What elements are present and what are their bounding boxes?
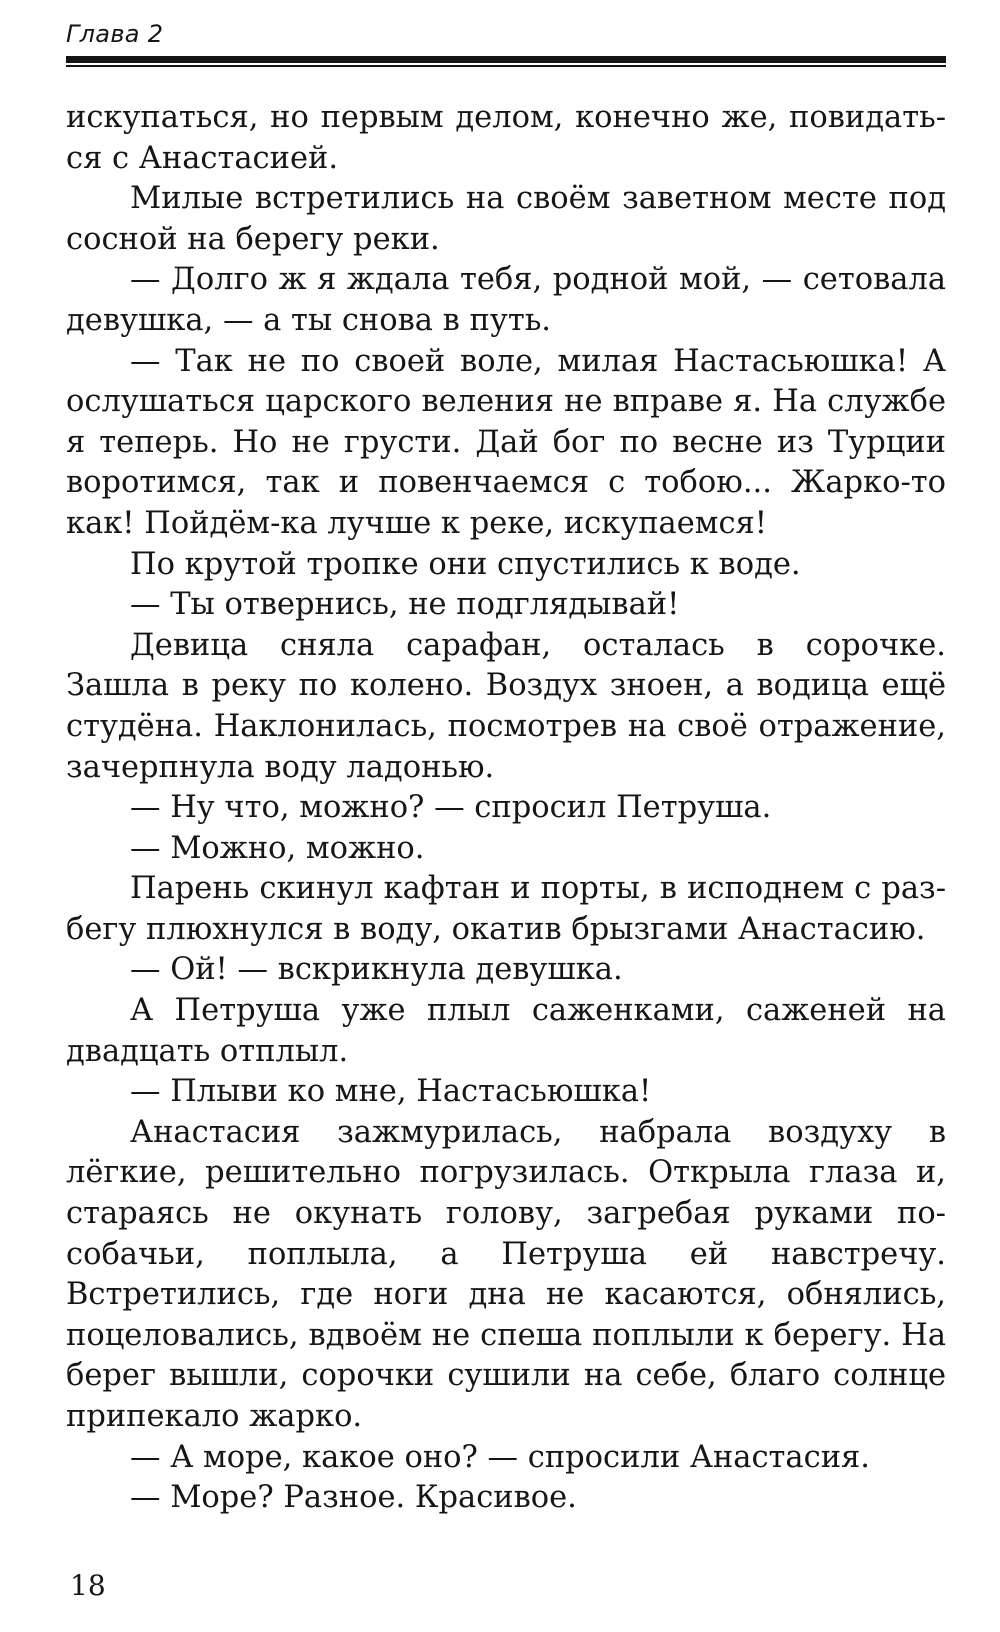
page-number: 18 [70,1569,106,1602]
page-body [66,98,946,1519]
paragraph-13: — Плыви ко мне, Настасьюшка! [130,1074,652,1110]
paragraph-9: — Можно, можно. [130,830,425,866]
paragraph-3: — Долго ж я ждала тебя, родной мой, — сетовала девушка, — а ты снова в путь. [66,262,946,338]
paragraph-10: Парень скинул кафтан и порты, в исподнем с разбегу плюхнулся в воду, окатив брызгами Анастасию. [66,871,946,947]
paragraph-6: — Ты отвернись, не подглядывай! [130,587,680,623]
paragraph-16: — Море? Разное. Красивое. [130,1480,577,1516]
paragraph-1: искупаться, но первым делом, конечно же, повидаться с Анастасией. [66,100,946,176]
paragraph-15: — А море, какое оно? — спросили Анастасия. [130,1439,870,1475]
paragraph-7: Девица сняла сарафан, осталась в сорочке. Зашла в реку по колено. Воздух зноен, а водица ещё студёна. Наклонилась, посмотрев на своё отражение, зачерпнула воду ладонью. [66,627,946,785]
paragraph-5: По крутой тропке они спустились к воде. [130,546,801,582]
paragraph-4: — Так не по своей воле, милая Настасьюшка! А ослушаться царского веления не вправе я. На службе я теперь. Но не грусти. Дай бог по весне из Турции воротимся, так и повенчаемся с тобою... Жарко-то как! Пойдём-ка лучше к реке, искупаемся! [66,343,946,541]
paragraph-14: Анастасия зажмурилась, набрала воздуху в лёгкие, решительно погрузилась. Открыла глаза и, стараясь не окунать голову, загребая руками по-собачьи, поплыла, а Петруша ей навстречу. Встретились, где ноги дна не касаются, обнялись, поцеловались, вдвоём не спеша поплыли к берегу. На берег вышли, сорочки сушили на себе, благо солнце припекало жарко. [66,1114,946,1434]
header-rule-thin [66,65,946,67]
running-header [66,14,946,54]
paragraph-11: — Ой! — вскрикнула девушка. [130,952,623,988]
paragraph-12: А Петруша уже плыл саженками, саженей на двадцать отплыл. [66,993,946,1069]
chapter-title: Глава 2 [66,20,164,48]
header-rule-thick [66,56,946,63]
paragraph-8: — Ну что, можно? — спросил Петруша. [130,790,772,826]
paragraph-2: Милые встретились на своём заветном месте под сосной на берегу реки. [66,181,946,257]
